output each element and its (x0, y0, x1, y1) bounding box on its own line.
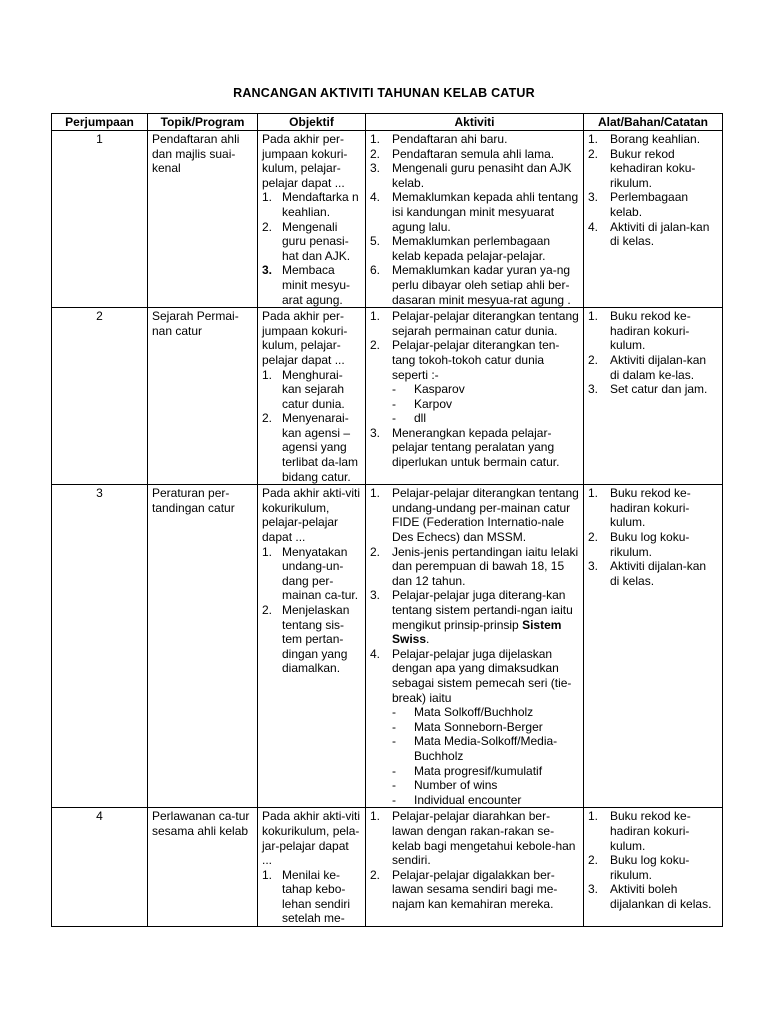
objective-cell (258, 485, 366, 808)
topic-cell: Peraturan per-tandingan catur (148, 485, 258, 808)
objective-intro: Pada akhir akti-viti kokurikulum, pelajar-pelajar dapat ... (262, 486, 361, 545)
list-item: 2. Pendaftaran semula ahli lama. (370, 146, 555, 161)
header-activity: Aktiviti (366, 114, 584, 131)
activity-cell (366, 808, 584, 927)
objective-intro: Pada akhir akti-viti kokurikulum, pela-jar-pelajar dapat ... (262, 809, 361, 868)
list-item: 1. Pelajar-pelajar diterangkan tentang undang-undang per-mainan catur FIDE (Federation Internatio-nale Des Echecs) dan MSSM. (370, 486, 579, 545)
list-item: - Number of wins (392, 778, 498, 793)
meeting-number: 2 (52, 308, 148, 485)
topic-cell: Pendaftaran ahli dan majlis suai-kenal (148, 131, 258, 308)
list-item: - Mata progresif/kumulatif (392, 763, 543, 778)
objective-list (262, 190, 361, 307)
list-item: 2. Buku log koku-rikulum. (588, 530, 690, 559)
dash-list (392, 382, 579, 426)
materials-list (588, 809, 718, 911)
topic-cell: Perlawanan ca-tur sesama ahli kelab (148, 808, 258, 927)
objective-cell (258, 308, 366, 485)
objective-intro: Pada akhir per-jumpaan kokuri-kulum, pelajar-pelajar dapat ... (262, 309, 348, 367)
list-item: 3. Pelajar-pelajar juga diterang-kan tentang sistem pertandi-ngan iaitu mengikut prinsip-prinsip Sistem Swiss. (370, 588, 573, 647)
meeting-number: 3 (52, 485, 148, 808)
list-item: 1. Buku rekod ke-hadiran kokuri-kulum. (588, 486, 691, 530)
list-item: 5. Memaklumkan perlembagaan kelab kepada pelajar-pelajar. (370, 234, 551, 263)
meeting-number: 4 (52, 808, 148, 927)
header-materials: Alat/Bahan/Catatan (584, 114, 723, 131)
list-item: - Mata Solkoff/Buchholz (392, 705, 534, 720)
list-item: 2. Pelajar-pelajar digalakkan ber-lawan sesama sendiri bagi me-najam kan kemahiran mereka. (370, 867, 558, 911)
header-meeting: Perjumpaan (52, 114, 148, 131)
list-item: 4. Memaklumkan kepada ahli tentang isi kandungan minit mesyuarat agung lalu. (370, 190, 579, 234)
list-item: 2. Menyenarai-kan agensi – agensi yang terlibat da-lam bidang catur. (262, 411, 359, 484)
document-title: RANCANGAN AKTIVITI TAHUNAN KELAB CATUR (233, 86, 535, 100)
list-item: - dll (392, 411, 427, 426)
list-item: 3. Membaca minit mesyu-arat agung. (262, 263, 351, 307)
list-item: 1. Pelajar-pelajar diarahkan ber-lawan dengan rakan-rakan se-kelab bagi mengetahui kebole-han sendiri. (370, 809, 576, 868)
activity-cell (366, 131, 584, 308)
activity-cell (366, 485, 584, 808)
list-item: 4. Pelajar-pelajar juga dijelaskan dengan apa yang dimaksudkan sebagai sistem pemecah seri (tie-break) iaitu (370, 646, 572, 705)
list-item: 1. Menyatakan undang-un-dang per-mainan ca-tur. (262, 544, 359, 603)
list-item: 4. Aktiviti di jalan-kan di kelas. (588, 219, 710, 249)
list-item: - Karpov (392, 396, 453, 411)
list-item: 1. Menilai ke-tahap kebo-lehan sendiri setelah me- (262, 867, 351, 926)
list-item: - Individual encounter (392, 792, 522, 807)
list-item: 2. Aktiviti dijalan-kan di dalam ke-las. (588, 352, 707, 382)
materials-cell (584, 485, 723, 808)
objective-cell (258, 131, 366, 308)
materials-cell (584, 808, 723, 927)
list-item: 3. Aktiviti boleh dijalankan di kelas. (588, 882, 712, 911)
header-objective: Objektif (258, 114, 366, 131)
list-item: 1. Borang keahlian. (588, 132, 701, 146)
list-item: 3. Menerangkan kepada pelajar-pelajar tentang peralatan yang diperlukan untuk bermain catur. (370, 425, 560, 470)
list-item: - Mata Media-Solkoff/Media-Buchholz (392, 734, 558, 763)
list-item: - Kasparov (392, 382, 465, 397)
materials-list (588, 486, 718, 588)
topic-cell: Sejarah Permai-nan catur (148, 308, 258, 485)
materials-cell (584, 131, 723, 308)
materials-list (588, 132, 718, 249)
list-item: 1. Pendaftaran ahi baru. (370, 132, 508, 146)
activity-list (370, 132, 579, 307)
list-item: - Mata Sonneborn-Berger (392, 719, 543, 734)
list-item: 3. Mengenali guru penasiht dan AJK kelab. (370, 161, 572, 190)
table-row (52, 485, 723, 808)
list-item: 1. Buku rekod ke-hadiran kokuri-kulum. (588, 809, 691, 853)
list-item: 1. Pelajar-pelajar diterangkan tentang sejarah permainan catur dunia. (370, 309, 579, 338)
list-item: 3. Aktiviti dijalan-kan di kelas. (588, 559, 707, 588)
system-name: Sistem Swiss (392, 617, 562, 647)
list-item: 1. Mendaftarka n keahlian. (262, 190, 359, 219)
materials-list (588, 309, 718, 397)
list-item: 2. Pelajar-pelajar diterangkan ten-tang tokoh-tokoh catur dunia seperti :- - Kasparov - Karpov - dll (370, 338, 579, 426)
list-item: 2. Menjelaskan tentang sis-tem pertan-dingan yang diamalkan. (262, 603, 350, 676)
activity-list (370, 486, 579, 705)
list-item: 2. Buku log koku-rikulum. (588, 853, 690, 882)
table-header-row (52, 114, 723, 131)
materials-cell (584, 308, 723, 485)
activity-cell (366, 308, 584, 485)
list-item: 3. Set catur dan jam. (588, 382, 708, 397)
activity-list (370, 809, 579, 911)
list-item: 3. Perlembagaan kelab. (588, 190, 689, 219)
table-row (52, 308, 723, 485)
objective-list (262, 545, 361, 676)
objective-list (262, 368, 361, 485)
table-row (52, 131, 723, 308)
objective-cell (258, 808, 366, 927)
header-topic: Topik/Program (148, 114, 258, 131)
objective-intro: Pada akhir per-jumpaan kokuri-kulum, pelajar-pelajar dapat ... (262, 132, 348, 190)
table-row (52, 808, 723, 927)
list-item: 2. Bukur rekod kehadiran koku-rikulum. (588, 146, 696, 190)
list-item: 1. Menghurai-kan sejarah catur dunia. (262, 367, 345, 411)
activity-list (370, 309, 579, 470)
meeting-number: 1 (52, 131, 148, 308)
list-item: 6. Memaklumkan kadar yuran ya-ng perlu dibayar oleh setiap ahli ber-dasaran minit mesyua-rat agung . (370, 263, 571, 307)
activity-plan-table (51, 113, 723, 927)
list-item: 1. Buku rekod ke-hadiran kokuri-kulum. (588, 309, 691, 353)
list-item: 2. Jenis-jenis pertandingan iaitu lelaki dan perempuan di bawah 18, 15 dan 12 tahun. (370, 544, 579, 588)
dash-list (392, 705, 579, 807)
objective-list (262, 868, 361, 926)
list-item: 2. Mengenali guru penasi-hat dan AJK. (262, 219, 351, 263)
